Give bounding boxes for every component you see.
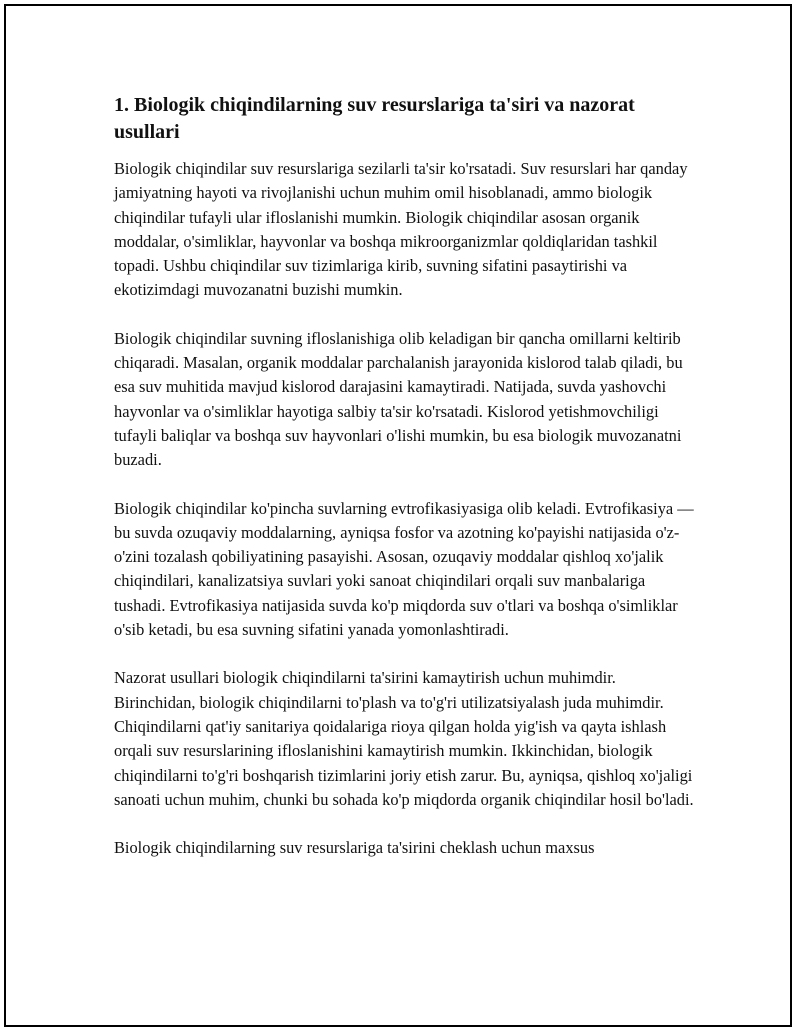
document-body — [114, 92, 694, 884]
paragraph-4: Nazorat usullari biologik chiqindilarni ta'sirini kamaytirish uchun muhimdir. Birinchidan, biologik chiqindilarni to'plash va to'g'ri utilizatsiyalash juda muhimdir. Chiqindilarni qat'iy sanitariya qoidalariga rioya qilgan holda yig'ish va qayta ishlash orqali suv resurslarining ifloslanishini kamaytirish mumkin. Ikkinchidan, biologik chiqindilarni to'g'ri boshqarish tizimlarini joriy etish zarur. Bu, ayniqsa, qishloq xo'jaligi sanoati uchun muhim, chunki bu sohada ko'p miqdorda organik chiqindilar hosil bo'ladi. — [114, 668, 694, 809]
paragraph-1: Biologik chiqindilar suv resurslariga sezilarli ta'sir ko'rsatadi. Suv resurslari har qanday jamiyatning hayoti va rivojlanishi uchun muhim omil hisoblanadi, ammo biologik chiqindilar tufayli ular ifloslanishi mumkin. Biologik chiqindilar asosan organik moddalar, o'simliklar, hayvonlar va boshqa mikroorganizmlar qoldiqlaridan tashkil topadi. Ushbu chiqindilar suv tizimlariga kirib, suvning sifatini pasaytirishi va ekotizimdagi muvozanatni buzishi mumkin. — [114, 159, 688, 300]
paragraph-3: Biologik chiqindilar ko'pincha suvlarning evtrofikasiyasiga olib keladi. Evtrofikasiya — bu suvda ozuqaviy moddalarning, ayniqsa fosfor va azotning ko'payishi natijasida o'z-o'zini tozalash qobiliyatining pasayishi. Asosan, ozuqaviy moddalar qishloq xo'jalik chiqindilari, kanalizatsiya suvlari yoki sanoat chiqindilari orqali suv manbalariga tushadi. Evtrofikasiya natijasida suvda ko'p miqdorda suv o'tlari va boshqa o'simliklar o'sib ketadi, bu esa suvning sifatini yanada yomonlashtiradi. — [114, 498, 694, 640]
paragraph-5: Biologik chiqindilarning suv resurslariga ta'sirini cheklash uchun maxsus — [114, 838, 595, 858]
paragraph-2: Biologik chiqindilar suvning ifloslanishiga olib keladigan bir qancha omillarni keltirib chiqaradi. Masalan, organik moddalar parchalanish jarayonida kislorod talab qiladi, bu esa suv muhitida mavjud kislorod darajasini kamaytiradi. Natijada, suvda yashovchi hayvonlar va o'simliklar hayotiga salbiy ta'sir ko'rsatadi. Kislorod yetishmovchiligi tufayli baliqlar va boshqa suv hayvonlari o'lishi mumkin, bu esa biologik muvozanatni buzadi. — [114, 328, 683, 470]
section-heading: 1. Biologik chiqindilarning suv resurslariga ta'siri va nazorat usullari — [114, 94, 635, 143]
